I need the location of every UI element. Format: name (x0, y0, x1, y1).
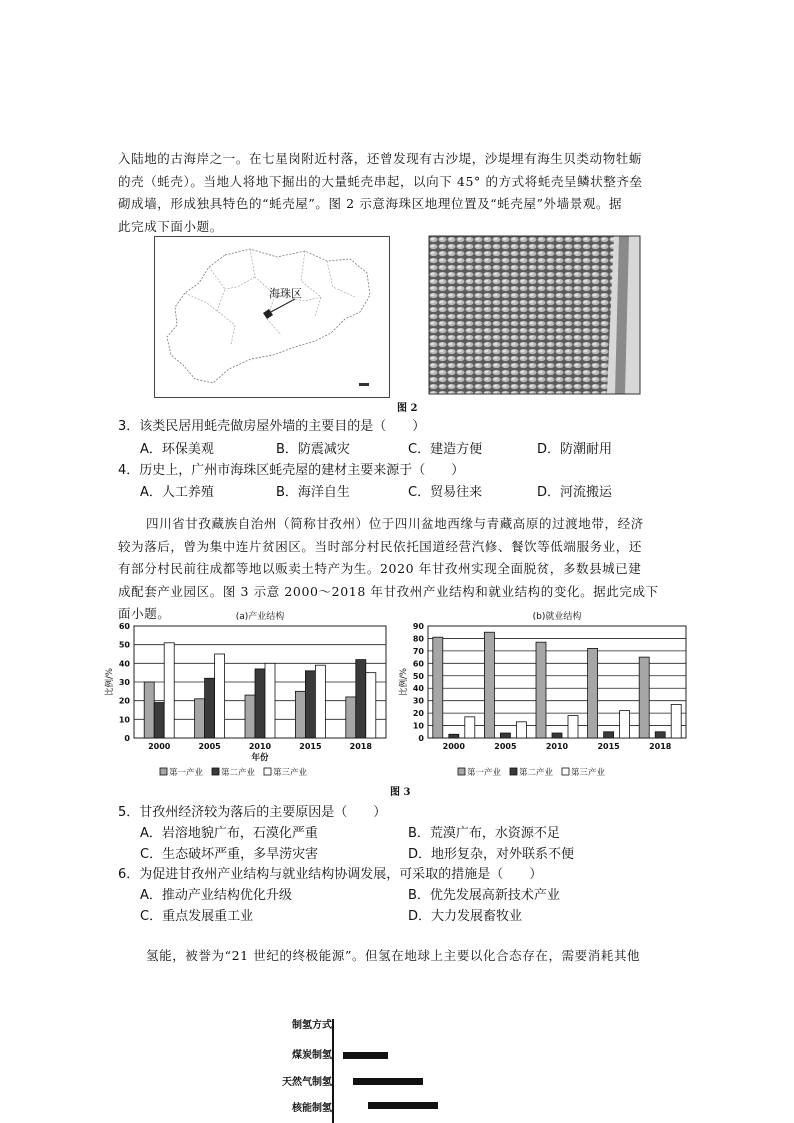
figure-2-caption: 图 2 (397, 403, 418, 414)
bar-第三产业-2000 (164, 643, 174, 738)
q6-option-a[interactable]: A．推动产业结构优化升级 (140, 888, 292, 903)
hydrogen-production-chart (268, 1013, 528, 1123)
y-axis-label: 比例/% (399, 668, 409, 696)
x-axis-label: 年份 (251, 753, 269, 763)
bar-第一产业-2018 (346, 697, 356, 738)
fig4-header: 制氢方式 (292, 1020, 332, 1031)
y-axis-label: 比例/% (105, 668, 115, 696)
intro2-line-2: 较为落后，曾为集中连片贫困区。当时部分村民依托国道经营汽修、餐饮等低端服务业，还 (118, 538, 643, 554)
y-tick-label: 80 (412, 634, 424, 644)
bar-第二产业-2000 (154, 703, 164, 738)
legend-label: 第三产业 (273, 768, 308, 778)
bar-第一产业-2010 (536, 642, 546, 738)
q5-option-c[interactable]: C．生态破坏严重，多旱涝灾害 (140, 847, 319, 862)
intro2-line-3: 有部分村民前往成都等地以贩卖土特产为生。2020 年甘孜州实现全面脱贫，多数县城已建 (118, 561, 642, 576)
intro1-line-3: 砌成墙，形成独具特色的“蚝壳屋”。图 2 示意海珠区地理位置及“蚝壳屋”外墙景观。据 (118, 196, 623, 211)
x-tick-label: 2000 (148, 742, 171, 751)
y-tick-label: 30 (412, 696, 424, 706)
q4-option-b[interactable]: B．海洋自生 (276, 485, 350, 500)
q6-option-c[interactable]: C．重点发展重工业 (140, 909, 254, 924)
intro1-line-2: 的壳（蚝壳）。当地人将地下掘出的大量蚝壳串起，以向下 45° 的方式将蚝壳呈鳞状整齐垒 (118, 173, 643, 189)
bar-第一产业-2010 (245, 695, 255, 738)
oyster-shell-wall-photo (429, 236, 640, 394)
intro-paragraph-3: 氢能，被誉为“21 世纪的终极能源”。但氢在地球上主要以化合态存在，需要消耗其他 (146, 948, 641, 963)
employment-structure-chart (398, 607, 690, 782)
bar-第三产业-2015 (315, 665, 325, 738)
bar-第一产业-2018 (639, 657, 649, 738)
map-svg (155, 237, 389, 397)
legend-label: 第一产业 (169, 768, 204, 778)
bar-第二产业-2005 (205, 678, 215, 738)
y-tick-label: 40 (412, 684, 424, 694)
intro2-line-5: 面小题。 (118, 606, 171, 621)
y-tick-label: 10 (412, 721, 424, 731)
bar-第二产业-2000 (449, 734, 459, 738)
q3-option-a[interactable]: A．环保美观 (140, 442, 214, 457)
y-tick-label: 90 (412, 622, 424, 631)
question-6-stem: 6．为促进甘孜州产业结构与就业结构协调发展，可采取的措施是（ ） (118, 867, 543, 882)
fig4-axis (332, 1019, 334, 1123)
guangdong-map (154, 236, 390, 398)
intro2-line-4: 成配套产业园区。图 3 示意 2000～2018 年甘孜州产业结构和就业结构的变化。据此完成下 (118, 583, 659, 599)
bar-第二产业-2018 (356, 660, 366, 738)
question-4-stem: 4．历史上，广州市海珠区蚝壳屋的建材主要来源于（ ） (118, 463, 465, 478)
y-tick-label: 30 (118, 678, 130, 687)
q3-option-d[interactable]: D．防潮耐用 (537, 442, 613, 457)
q6-option-d[interactable]: D．大力发展畜牧业 (408, 909, 523, 924)
legend-swatch (510, 768, 517, 775)
fig4-bar-nuclear (368, 1102, 438, 1109)
chart-title: (b)就业结构 (532, 612, 582, 622)
bar-第一产业-2000 (433, 637, 443, 738)
bar-第一产业-2000 (144, 682, 154, 738)
y-tick-label: 40 (118, 659, 130, 669)
q4-option-d[interactable]: D．河流搬运 (537, 485, 613, 500)
q3-option-b[interactable]: B．防震减灾 (276, 442, 350, 457)
photo-svg (429, 236, 640, 394)
fig4-label-gas: 天然气制氢 (282, 1077, 332, 1088)
intro-paragraph-1 (118, 148, 678, 238)
fig4-label-coal: 煤炭制氢 (292, 1050, 332, 1061)
legend-label: 第三产业 (571, 768, 606, 778)
x-tick-label: 2000 (442, 742, 465, 751)
x-tick-label: 2015 (299, 742, 322, 751)
legend-label: 第二产业 (519, 768, 554, 778)
bar-第三产业-2015 (620, 711, 630, 738)
chart-title: (a)产业结构 (235, 612, 285, 622)
bar-第一产业-2005 (195, 699, 205, 738)
figure-3-caption: 图 3 (390, 787, 411, 798)
haizhu-marker (263, 309, 273, 319)
legend-label: 第二产业 (221, 768, 256, 778)
fig4-label-nuclear: 核能制氢 (292, 1103, 332, 1114)
intro1-line-1: 入陆地的古海岸之一。在七星岗附近村落，还曾发现有古沙堤，沙堤埋有海生贝类动物牡蛎 (118, 151, 643, 166)
y-tick-label: 70 (412, 646, 424, 656)
bar-第二产业-2010 (255, 669, 265, 738)
y-tick-label: 10 (118, 715, 130, 725)
legend-swatch (562, 768, 569, 775)
bar-第三产业-2010 (265, 663, 275, 738)
question-3-stem: 3．该类民居用蚝壳做房屋外墙的主要目的是（ ） (118, 419, 426, 434)
x-tick-label: 2005 (198, 742, 221, 751)
q5-option-a[interactable]: A．岩溶地貌广布，石漠化严重 (140, 826, 318, 841)
bar-第一产业-2005 (484, 632, 494, 738)
x-tick-label: 2005 (494, 742, 517, 751)
intro2-line-1: 四川省甘孜藏族自治州（简称甘孜州）位于四川盆地西缘与青藏高原的过渡地带，经济 (146, 516, 644, 531)
x-tick-label: 2018 (349, 742, 372, 751)
y-tick-label: 60 (118, 622, 130, 631)
y-tick-label: 0 (124, 734, 130, 743)
legend-swatch (212, 768, 219, 775)
x-tick-label: 2018 (649, 742, 672, 751)
map-label: 海珠区 (269, 287, 302, 300)
q5-option-d[interactable]: D．地形复杂，对外联系不便 (408, 847, 575, 862)
intro1-line-4: 此完成下面小题。 (118, 218, 223, 234)
x-tick-label: 2010 (545, 742, 569, 751)
y-tick-label: 20 (412, 709, 424, 719)
y-tick-label: 60 (412, 659, 424, 669)
bar-第一产业-2015 (588, 648, 598, 738)
bar-第三产业-2018 (671, 704, 681, 738)
legend-swatch (264, 768, 271, 775)
x-tick-label: 2015 (597, 742, 620, 751)
bar-第二产业-2015 (604, 732, 614, 738)
bar-第三产业-2000 (465, 717, 475, 738)
industry-structure-chart (105, 607, 390, 782)
bar-第三产业-2005 (516, 722, 526, 738)
fig4-bar-coal (343, 1052, 388, 1059)
q4-option-c[interactable]: C．贸易往来 (408, 485, 483, 500)
bar-第二产业-2005 (500, 733, 510, 738)
fig4-bar-gas (353, 1078, 423, 1085)
bar-第一产业-2015 (295, 691, 305, 738)
y-tick-label: 20 (118, 696, 130, 706)
legend-label: 第一产业 (467, 768, 502, 778)
bar-第三产业-2010 (568, 716, 578, 738)
q5-option-b[interactable]: B．荒漠广布，水资源不足 (408, 826, 560, 841)
bar-第二产业-2010 (552, 733, 562, 738)
legend-swatch (160, 768, 167, 775)
bar-第二产业-2018 (655, 732, 665, 738)
y-tick-label: 50 (412, 671, 424, 681)
bar-第三产业-2018 (366, 673, 376, 738)
q4-option-a[interactable]: A．人工养殖 (140, 485, 214, 500)
legend-swatch (458, 768, 465, 775)
y-tick-label: 0 (418, 734, 424, 743)
x-tick-label: 2010 (248, 742, 272, 751)
bar-第三产业-2005 (215, 654, 225, 738)
q6-option-b[interactable]: B．优先发展高新技术产业 (408, 888, 560, 903)
bar-第二产业-2015 (305, 671, 315, 738)
question-5-stem: 5．甘孜州经济较为落后的主要原因是（ ） (118, 805, 387, 820)
q3-option-c[interactable]: C．建造方便 (408, 442, 483, 457)
y-tick-label: 50 (118, 640, 130, 650)
